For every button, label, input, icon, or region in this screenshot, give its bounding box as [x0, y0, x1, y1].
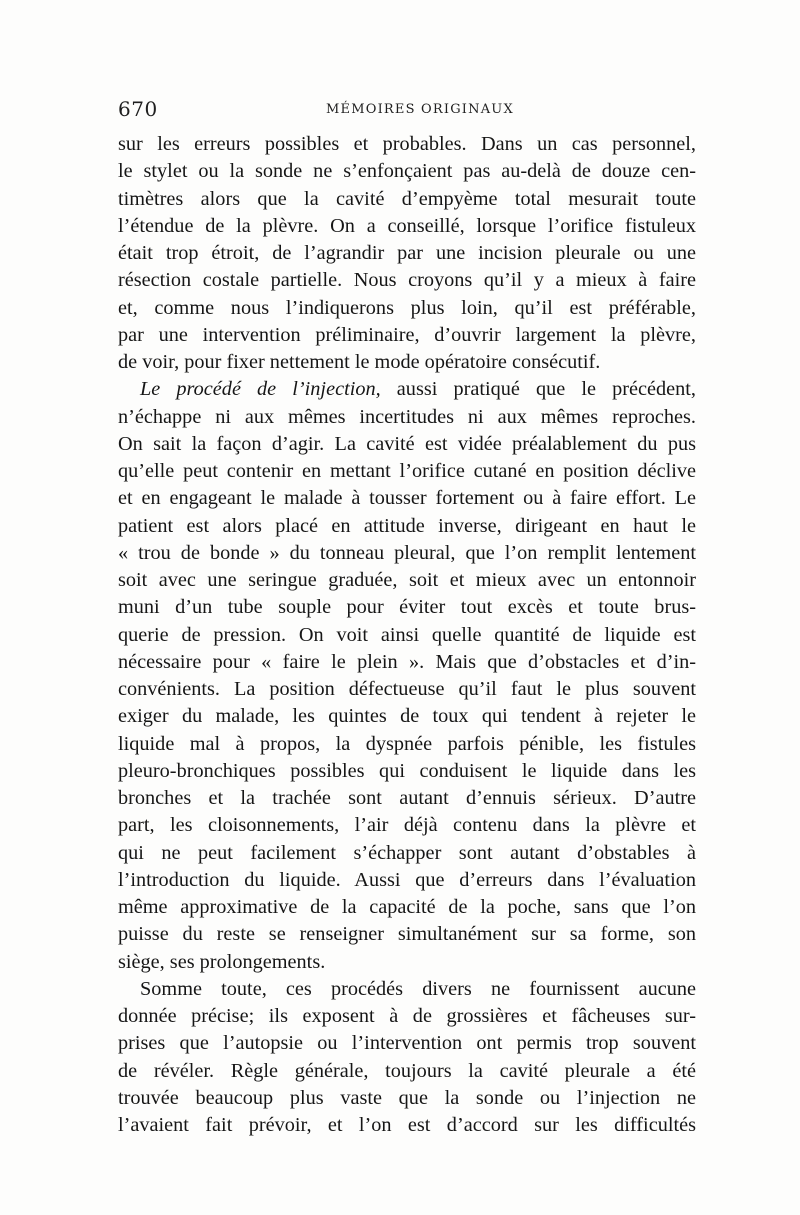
paragraph-1	[118, 131, 696, 376]
text-line: résection costale partielle. Nous croyons qu’il y a mieux à faire	[118, 269, 696, 292]
text-line: muni d’un tube souple pour éviter tout excès et toute brus-	[118, 596, 696, 619]
text-line: siège, ses prolongements.	[118, 950, 326, 973]
text-line: timètres alors que la cavité d’empyème total mesurait toute	[118, 187, 696, 210]
text-line: était trop étroit, de l’agrandir par une incision pleurale ou une	[118, 242, 696, 264]
text-line: convénients. La position défectueuse qu’il faut le plus souvent	[118, 678, 696, 700]
page-number: 670	[118, 97, 158, 121]
text-line: « trou de bonde » du tonneau pleural, que l’on remplit lentement	[118, 541, 696, 564]
text-line: l’avaient fait prévoir, et l’on est d’accord sur les difficultés	[118, 1114, 696, 1136]
text-line: de révéler. Règle générale, toujours la cavité pleurale a été	[118, 1059, 696, 1082]
body-text	[118, 131, 696, 1139]
text-line: le stylet ou la sonde ne s’enfonçaient pas au-delà de douze cen-	[118, 160, 696, 183]
text-line: qu’elle peut contenir en mettant l’orifice cutané en position déclive	[118, 460, 696, 482]
text-line: puisse du reste se renseigner simultanément sur sa forme, son	[118, 923, 696, 946]
text-line: soit avec une seringue graduée, soit et mieux avec un entonnoir	[118, 569, 696, 591]
text-line: prises que l’autopsie ou l’intervention ont permis trop souvent	[118, 1032, 696, 1055]
text-line: et en engageant le malade à tousser fortement ou à faire effort. Le	[118, 487, 696, 510]
text-line: l’étendue de la plèvre. On a conseillé, lorsque l’orifice fistuleux	[118, 214, 696, 237]
text-line: nécessaire pour « faire le plein ». Mais que d’obstacles et d’in-	[118, 650, 696, 673]
running-head	[118, 97, 696, 127]
text-line: exiger du malade, les quintes de toux qui tendent à rejeter le	[118, 705, 696, 728]
text-line: et, comme nous l’indiquerons plus loin, qu’il est préférable,	[118, 296, 696, 319]
paragraph-2	[118, 376, 696, 976]
text-line: par une intervention préliminaire, d’ouvrir largement la plèvre,	[118, 323, 696, 346]
text-line-with-italic	[118, 376, 696, 403]
text-line: pleuro-bronchiques possibles qui conduisent le liquide dans les	[118, 759, 696, 782]
text-line: querie de pression. On voit ainsi quelle quantité de liquide est	[118, 623, 696, 646]
text-line: Somme toute, ces procédés divers ne fournissent aucune	[140, 977, 696, 1000]
text-line: l’introduction du liquide. Aussi que d’erreurs dans l’évaluation	[118, 868, 696, 891]
text-line: bronches et la trachée sont autant d’ennuis sérieux. D’autre	[118, 787, 696, 809]
text-line: liquide mal à propos, la dyspnée parfois pénible, les fistules	[118, 732, 696, 755]
text-line: n’échappe ni aux mêmes incertitudes ni aux mêmes reproches.	[118, 405, 696, 428]
running-title: MÉMOIRES ORIGINAUX	[326, 102, 514, 117]
text-line: de voir, pour fixer nettement le mode opératoire consécutif.	[118, 351, 601, 373]
text-line: qui ne peut facilement s’échapper sont autant d’obstables à	[118, 841, 696, 864]
text-fragment: aussi pratiqué que le précédent,	[380, 378, 696, 401]
text-line: donnée précise; ils exposent à de grossières et fâcheuses sur-	[118, 1005, 696, 1027]
text-line: On sait la façon d’agir. La cavité est vidée préalablement du pus	[118, 432, 696, 455]
text-line: même approximative de la capacité de la poche, sans que l’on	[118, 896, 696, 918]
italic-phrase: Le procédé de l’injection,	[140, 378, 381, 401]
text-line: part, les cloisonnements, l’air déjà contenu dans la plèvre et	[118, 814, 696, 837]
text-line: sur les erreurs possibles et probables. Dans un cas personnel,	[118, 133, 696, 155]
text-line: trouvée beaucoup plus vaste que la sonde ou l’injection ne	[118, 1086, 696, 1109]
text-line: patient est alors placé en attitude inverse, dirigeant en haut le	[118, 514, 696, 537]
paragraph-3	[118, 976, 696, 1140]
